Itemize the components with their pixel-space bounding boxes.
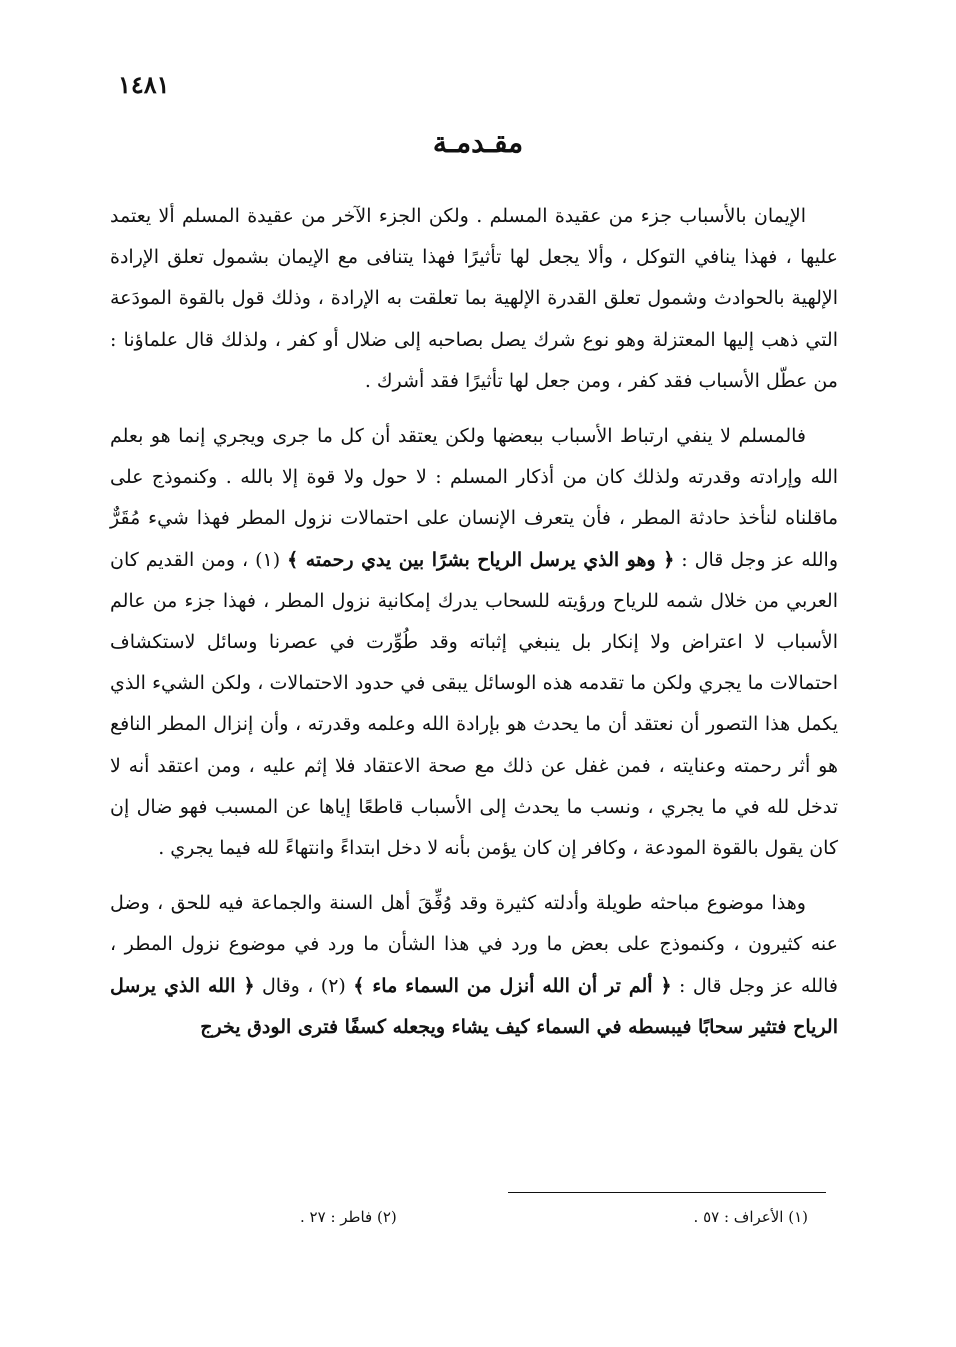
paragraph-3-text-middle: ، وقال (254, 974, 321, 997)
footnote-1: (١) الأعراف : ٥٧ . (693, 1208, 808, 1226)
footnote-2: (٢) فاطر : ٢٧ . (300, 1208, 397, 1226)
quran-verse-1: ﴿ وهو الذي يرسل الرياح بشرًا بين يدي رحمته ﴾ (287, 548, 675, 571)
paragraph-1-text: الإيمان بالأسباب جزء من عقيدة المسلم . ولكن الجزء الآخر من عقيدة المسلم ألا يعتمد عليها ، فهذا ينافي التوكل ، وألا يجعل لها تأثيرًا فهذا يتنافى مع الإيمان بشمول تعلق الإرادة الإلهية بالحوادث وشمول تعلق القدرة الإلهية بما تعلقت به الإرادة ، وذلك قول بالقوة المودَعة التي ذهب إليها المعتزلة وهو نوع شرك يصل بصاحبه إلى ضلال أو كفر ، ولذلك قال علماؤنا : من عطّل الأسباب فقد كفر ، ومن جعل لها تأثيرًا فقد أشرك . (110, 205, 838, 392)
paragraph-1 (110, 196, 838, 402)
paragraph-3-text-before: وهذا موضوع مباحثه طويلة وأدلته كثيرة وقد وُفِّقَ أهل السنة والجماعة فيه للحق ، وضل عنه كثيرون ، وكنموذج على بعض ما ورد في هذا الشأن ما ورد في موضوع نزول المطر ، فالله عز وجل قال : (110, 892, 838, 997)
quran-verse-3: ﴿ الله الذي يرسل الرياح فتثير سحابًا فيبسطه في السماء كيف يشاء ويجعله كسفًا فترى الودق يخرج (110, 974, 838, 1038)
paragraph-2-text-after: ، ومن القديم كان العربي من خلال شمه للرياح ورؤيته للسحاب يدرك إمكانية نزول المطر ، فهذا جزء من عالم الأسباب لا اعتراض ولا إنكار بل ينبغي إثباته وقد طُوِّرت في عصرنا وسائل لاستكشاف احتمالات ما يجري ولكن ما تقدمه هذه الوسائل يبقى في حدود الاحتمالات ، ولكن الشيء الذي يكمل هذا التصور أن نعتقد أن ما يحدث هو بإرادة الله وعلمه وقدرته ، وأن إنزال المطر النافع هو أثر رحمته وعنايته ، فمن غفل عن ذلك مع صحة الاعتقاد فلا إثم عليه ، ومن اعتقد أنه لا تدخل لله في ما يجري ، ونسب ما يحدث إلى الأسباب قاطعًا إياها عن المسبب فهو ضال إن كان يقول بالقوة المودعة ، وكافر إن كان يؤمن بأنه لا دخل ابتداءً وانتهاءً لله فيما يجري . (110, 548, 838, 860)
paragraph-2-text-before: فالمسلم لا ينفي ارتباط الأسباب ببعضها ولكن يعتقد أن كل ما جرى ويجري إنما هو بعلم الله وإرادته وقدرته ولذلك كان من أذكار المسلم : لا حول ولا قوة إلا بالله . وكنموذج على ماقلناه لنأخذ حادثة المطر ، فأن يتعرف الإنسان على احتمالات نزول المطر فهذا شيء مُقَرٌّ والله عز وجل قال : (110, 425, 838, 571)
footnotes (300, 1208, 808, 1226)
paragraph-3 (110, 883, 838, 1048)
paragraph-2 (110, 416, 838, 869)
page-title: مقـدمـة (432, 126, 524, 159)
footnote-ref-2: (٢) (320, 974, 354, 997)
page-number: ١٤٨١ (118, 70, 170, 99)
quran-verse-2: ﴿ ألم تر أن الله أنزل من السماء ماء ﴾ (353, 974, 672, 997)
body-text (110, 196, 838, 1062)
footnote-ref-1: (١) (255, 548, 288, 571)
footnote-divider (508, 1192, 826, 1193)
